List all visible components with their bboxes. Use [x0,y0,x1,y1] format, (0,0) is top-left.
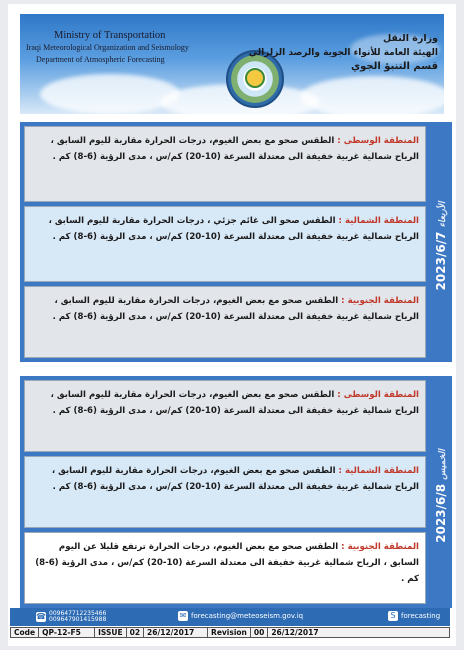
forecast-text: الطقس صحو مع بعض الغيوم، درجات الحرارة مقاربة لليوم السابق ، الرياح شمالية غربية خفيفة الى معتدلة السرعة (10-20) كم/س ، مدى الرؤية (6-8) كم . [50,390,419,416]
arabic-header [249,32,438,74]
forecast-card-north [24,456,426,528]
day-label [430,122,452,362]
day-section [20,376,452,608]
english-header [26,30,189,66]
code-label: Code [11,628,39,637]
region-name: المنطقة الشمالية : [338,216,419,226]
forecast-card-south [24,532,426,604]
code-value: QP-12-F5 [39,628,95,637]
revision-value: 00 [251,628,268,637]
forecast-sheet [8,4,456,646]
issue-date: 26/12/2017 [144,628,208,637]
department-name-en: Department of Atmospheric Forecasting [36,55,165,64]
forecast-text: الطقس صحو مع بعض الغيوم، درجات الحرارة ترتفع قليلا عن اليوم السابق ، الرياح شمالية غربية خفيفة الى معتدلة السرعة (10-20) كم/س ، مدى الرؤية (6-8) كم . [35,542,419,584]
forecast-card-central [24,380,426,452]
forecast-text: الطقس صحو مع بعض الغيوم، درجات الحرارة مقاربة لليوم السابق ، الرياح شمالية غربية خفيفة الى معتدلة السرعة (10-20) كم/س ، مدى الرؤية (6-8) كم . [52,296,419,322]
department-name-ar: قسم التنبؤ الجوي [350,61,438,72]
day-date: 2023/6/7 [434,231,448,291]
forecast-card-south [24,286,426,358]
region-name: المنطقة الشمالية : [338,466,419,476]
region-name: المنطقة الجنوبية : [341,296,419,306]
forecast-text: الطقس صحو مع بعض الغيوم، درجات الحرارة مقاربة لليوم السابق ، الرياح شمالية غربية خفيفة الى معتدلة السرعة (10-20) كم/س ، مدى الرؤية (6-8) كم . [51,466,419,492]
day-label [430,376,452,608]
skype-contact[interactable] [388,611,440,621]
forecast-text: الطقس صحو الى غائم جزئي ، درجات الحرارة مقاربة لليوم السابق ، الرياح شمالية غربية خفيفة الى معتدلة السرعة (10-20) كم/س ، مدى الرؤية (6-8) كم . [48,216,419,242]
day-name: الخميس [438,449,448,480]
ministry-name-ar: وزارة النقل [382,33,438,44]
contact-bar [10,608,450,626]
document-control-bar [10,627,450,638]
skype-icon: S [388,611,398,621]
email-contact[interactable] [178,611,303,621]
header-banner [20,14,444,114]
issue-value: 02 [127,628,144,637]
phone-number: 009647712235466 [49,610,107,617]
revision-label: Revision [208,628,251,637]
forecast-card-north [24,206,426,282]
issue-label: ISSUE [95,628,126,637]
forecast-text: الطقس صحو مع بعض الغيوم، درجات الحرارة مقاربة لليوم السابق ، الرياح شمالية غربية خفيفة الى معتدلة السرعة (10-20) كم/س ، مدى الرؤية (6-8) كم . [50,136,419,162]
day-section [20,122,452,362]
skype-name[interactable]: forecasting [401,612,441,620]
forecast-card-central [24,126,426,202]
phone-number: 009647901415988 [49,616,107,623]
phone-contact [36,611,106,623]
phone-icon: ☎ [36,612,46,621]
day-name: الأربعاء [438,201,448,228]
organization-name-en: Iraqi Meteorological Organization and Seismology [26,43,189,52]
region-name: المنطقة الوسطى : [337,136,419,146]
email-address[interactable]: forecasting@meteoseism.gov.iq [191,612,304,620]
revision-date: 26/12/2017 [271,628,319,637]
envelope-icon: ✉ [179,611,187,620]
organization-name-ar: الهيئة العامة للأنواء الجوية والرصد الزلزالي [248,48,438,58]
region-name: المنطقة الوسطى : [337,390,419,400]
footer [10,608,450,638]
region-name: المنطقة الجنوبية : [341,542,419,552]
ministry-name-en: Ministry of Transportation [54,30,166,41]
day-date: 2023/6/8 [434,483,448,543]
